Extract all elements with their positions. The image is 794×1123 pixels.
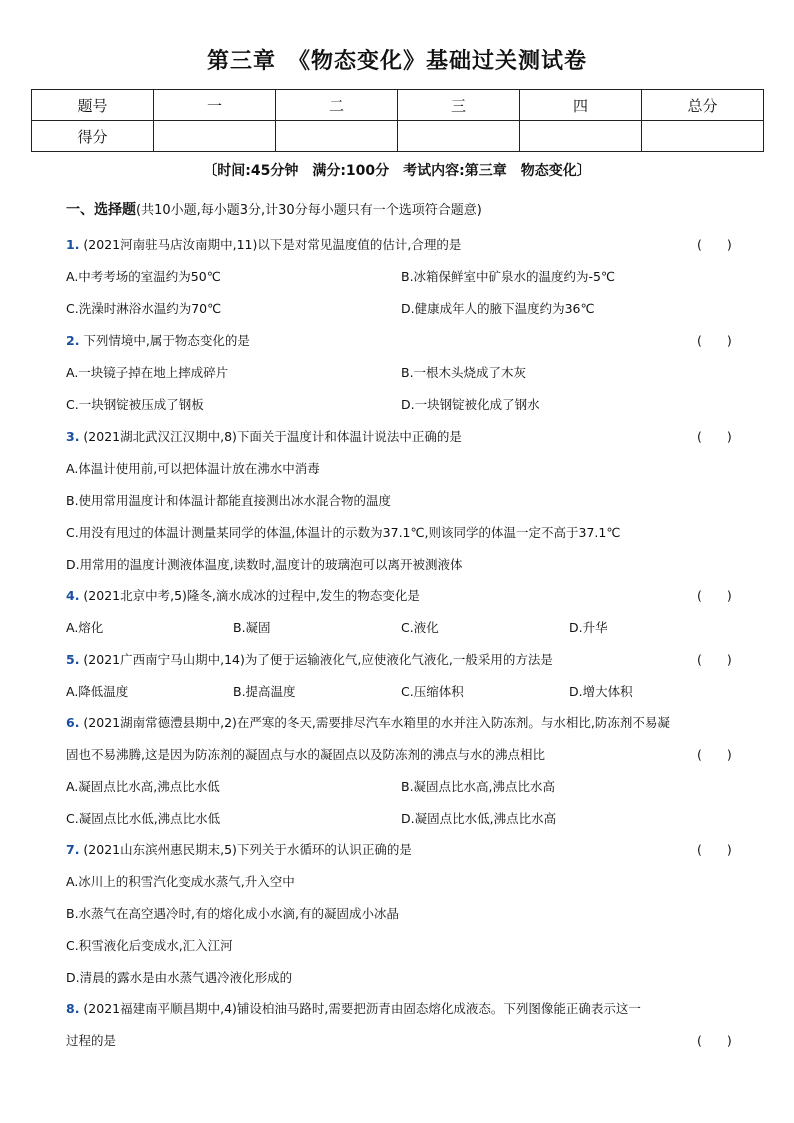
option-a: A.熔化 (66, 620, 104, 635)
option-b: B.提高温度 (233, 684, 296, 699)
option-b: B.水蒸气在高空遇冷时,有的熔化成小水滴,有的凝固成小冰晶 (66, 906, 399, 921)
question-stem: 7. (2021山东滨州惠民期末,5)下列关于水循环的认识正确的是 (66, 842, 412, 857)
question-stem-continued: 过程的是 (66, 1033, 117, 1048)
score-table-score-row (32, 121, 764, 152)
answer-bracket: ( ) (697, 842, 732, 857)
section-title: 一、选择题 (66, 202, 136, 218)
option-c: C.洗澡时淋浴水温约为70℃ (66, 301, 222, 316)
answer-bracket: ( ) (697, 588, 732, 603)
option-c: C.一块钢锭被压成了钢板 (66, 397, 204, 412)
option-a: A.中考考场的室温约为50℃ (66, 269, 221, 284)
option-c: C.积雪液化后变成水,汇入江河 (66, 938, 233, 953)
section-heading (66, 199, 482, 219)
score-cell (520, 121, 642, 152)
question-stem: 4. (2021北京中考,5)隆冬,滴水成冰的过程中,发生的物态变化是 (66, 588, 420, 603)
answer-bracket: ( ) (697, 747, 732, 762)
score-table (31, 89, 764, 152)
question-stem: 8. (2021福建南平顺昌期中,4)铺设柏油马路时,需要把沥青由固态熔化成液态。下列图像能正确表示这一 (66, 1001, 641, 1016)
question-number: 8. (66, 1001, 80, 1016)
option-d: D.清晨的露水是由水蒸气遇冷液化形成的 (66, 970, 293, 985)
option-a: A.冰川上的积雪汽化变成水蒸气,升入空中 (66, 874, 295, 889)
question-stem: 6. (2021湖南常德澧县期中,2)在严寒的冬天,需要排尽汽车水箱里的水并注入防冻剂。与水相比,防冻剂不易凝 (66, 715, 670, 730)
score-table-header-cell: 三 (398, 90, 520, 121)
question-number: 5. (66, 652, 80, 667)
score-cell (154, 121, 276, 152)
exam-info: 〔时间:45分钟 满分:100分 考试内容:第三章 物态变化〕 (203, 163, 591, 179)
option-d: D.增大体积 (569, 684, 633, 699)
question-stem: 5. (2021广西南宁马山期中,14)为了便于运输液化气,应使液化气液化,一般采用的方法是 (66, 652, 553, 667)
option-b: B.一根木头烧成了木灰 (401, 365, 527, 380)
question-stem: 2. 下列情境中,属于物态变化的是 (66, 333, 250, 348)
question-number: 2. (66, 333, 80, 348)
answer-bracket: ( ) (697, 429, 732, 444)
option-d: D.升华 (569, 620, 608, 635)
question-number: 1. (66, 237, 80, 252)
option-a: A.降低温度 (66, 684, 129, 699)
question-number: 4. (66, 588, 80, 603)
option-a: A.一块镜子掉在地上摔成碎片 (66, 365, 229, 380)
option-b: B.冰箱保鲜室中矿泉水的温度约为-5℃ (401, 269, 616, 284)
score-row-label: 得分 (32, 121, 154, 152)
option-b: B.凝固点比水高,沸点比水高 (401, 779, 556, 794)
question-number: 6. (66, 715, 80, 730)
question-stem: 1. (2021河南驻马店汝南期中,11)以下是对常见温度值的估计,合理的是 (66, 237, 462, 252)
score-table-header-cell: 题号 (32, 90, 154, 121)
score-table-header-cell: 二 (276, 90, 398, 121)
option-c: C.凝固点比水低,沸点比水低 (66, 811, 221, 826)
score-cell (398, 121, 520, 152)
option-d: D.一块钢锭被化成了钢水 (401, 397, 540, 412)
option-d: D.用常用的温度计测液体温度,读数时,温度计的玻璃泡可以离开被测液体 (66, 557, 463, 572)
option-c: C.用没有甩过的体温计测量某同学的体温,体温计的示数为37.1℃,则该同学的体温一定不高于37.1℃ (66, 525, 621, 540)
section-note: (共10小题,每小题3分,计30分每小题只有一个选项符合题意) (136, 203, 482, 218)
score-table-header-cell: 四 (520, 90, 642, 121)
score-table-header-cell: 一 (154, 90, 276, 121)
answer-bracket: ( ) (697, 333, 732, 348)
question-number: 7. (66, 842, 80, 857)
option-a: A.体温计使用前,可以把体温计放在沸水中消毒 (66, 461, 320, 476)
option-d: D.健康成年人的腋下温度约为36℃ (401, 301, 595, 316)
option-c: C.压缩体积 (401, 684, 464, 699)
score-cell (642, 121, 764, 152)
answer-bracket: ( ) (697, 1033, 732, 1048)
option-b: B.凝固 (233, 620, 271, 635)
option-d: D.凝固点比水低,沸点比水高 (401, 811, 557, 826)
page-title: 第三章 《物态变化》基础过关测试卷 (206, 49, 587, 74)
option-b: B.使用常用温度计和体温计都能直接测出冰水混合物的温度 (66, 493, 392, 508)
question-number: 3. (66, 429, 80, 444)
option-c: C.液化 (401, 620, 439, 635)
answer-bracket: ( ) (697, 652, 732, 667)
option-a: A.凝固点比水高,沸点比水低 (66, 779, 220, 794)
score-table-header-cell: 总分 (642, 90, 764, 121)
answer-bracket: ( ) (697, 237, 732, 252)
question-stem: 3. (2021湖北武汉江汉期中,8)下面关于温度计和体温计说法中正确的是 (66, 429, 462, 444)
question-stem-continued: 固也不易沸腾,这是因为防冻剂的凝固点与水的凝固点以及防冻剂的沸点与水的沸点相比 (66, 747, 545, 762)
score-table-header-row (32, 90, 764, 121)
score-cell (276, 121, 398, 152)
